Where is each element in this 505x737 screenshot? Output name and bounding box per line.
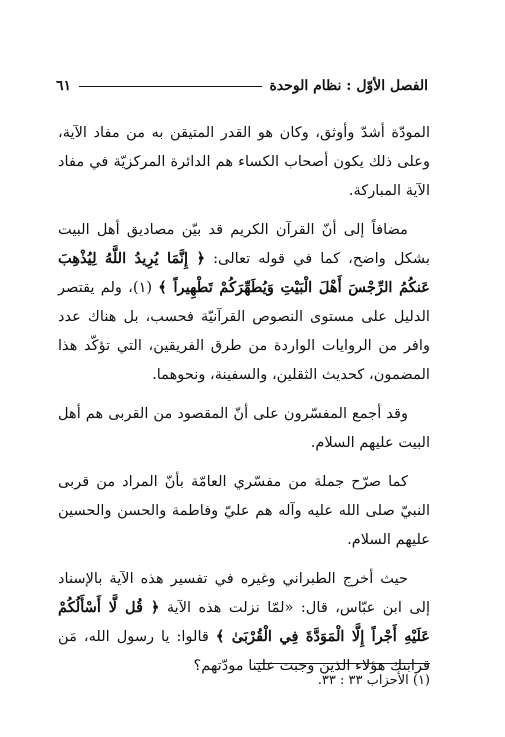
header-rule [79, 86, 261, 87]
text-run: وقد أجمع المفسّرون على أنّ المقصود من القربى هم أهل البيت عليهم السلام. [58, 405, 430, 451]
text-run: المودّة أشدّ وأوثق، وكان هو القدر المتيقن به من مفاد الآية، وعلى ذلك يكون أصحاب الكساء هم الدائرة المركزيّة في مفاد الآية المباركة. [58, 124, 430, 199]
paragraph [58, 215, 430, 389]
text-run: كما صرّح جملة من مفسّري العامّة بأنّ المراد من قربى النبيّ صلى الله عليه وآله هم عليّ وفاطمة والحسن والحسين عليهم السلام. [58, 473, 430, 548]
footnote-divider [256, 663, 430, 664]
text-run: مضافاً إلى أنّ القرآن الكريم قد بيّن مصاديق أهل البيت بشكل واضح، كما في قوله تعالى: [58, 221, 431, 267]
quran-verse: ﴿ قُل لَّا أَسْأَلُكُمْ عَلَيْهِ أَجْراً إِلَّا الْمَوَدَّةَ فِي الْقُرْبَىٰ ﴾ [58, 599, 430, 645]
paragraph [58, 467, 430, 554]
running-header [56, 74, 428, 98]
text-run: (١)، ولم يقتصر الدليل على مستوى النصوص القرآنيّة فحسب، بل هناك عدد وافر من الروايات الواردة من طرق الفريقين، التي تؤكّد هذا المضمون، كحديث الثقلين، والسفينة، ونحوهما. [58, 279, 430, 383]
text-run: حيث أخرج الطبراني وغيره في تفسير هذه الآية بالإسناد إلى ابن عبّاس، قال: «لمّا نزلت هذه الآية [58, 570, 430, 616]
quran-verse: ﴿ إِنَّمَا يُرِيدُ اللَّهُ لِيُذْهِبَ عَنكُمُ الرِّجْسَ أَهْلَ الْبَيْتِ وَيُطَهِّرَكُمْ تَطْهِيراً ﴾ [58, 250, 430, 296]
paragraph [58, 399, 430, 457]
main-text [58, 118, 430, 690]
paragraph [58, 118, 430, 205]
footnote: (١) الأحزاب ٣٣ : ٣٣. [317, 673, 430, 688]
chapter-title: الفصل الأوّل : نظام الوحدة [269, 78, 428, 94]
page-number: ٦١ [56, 78, 72, 94]
text-run: قالوا: يا رسول الله، مَن قرابتك هؤلاء الذين وجبت علينا مودّتهم؟ [58, 628, 430, 674]
